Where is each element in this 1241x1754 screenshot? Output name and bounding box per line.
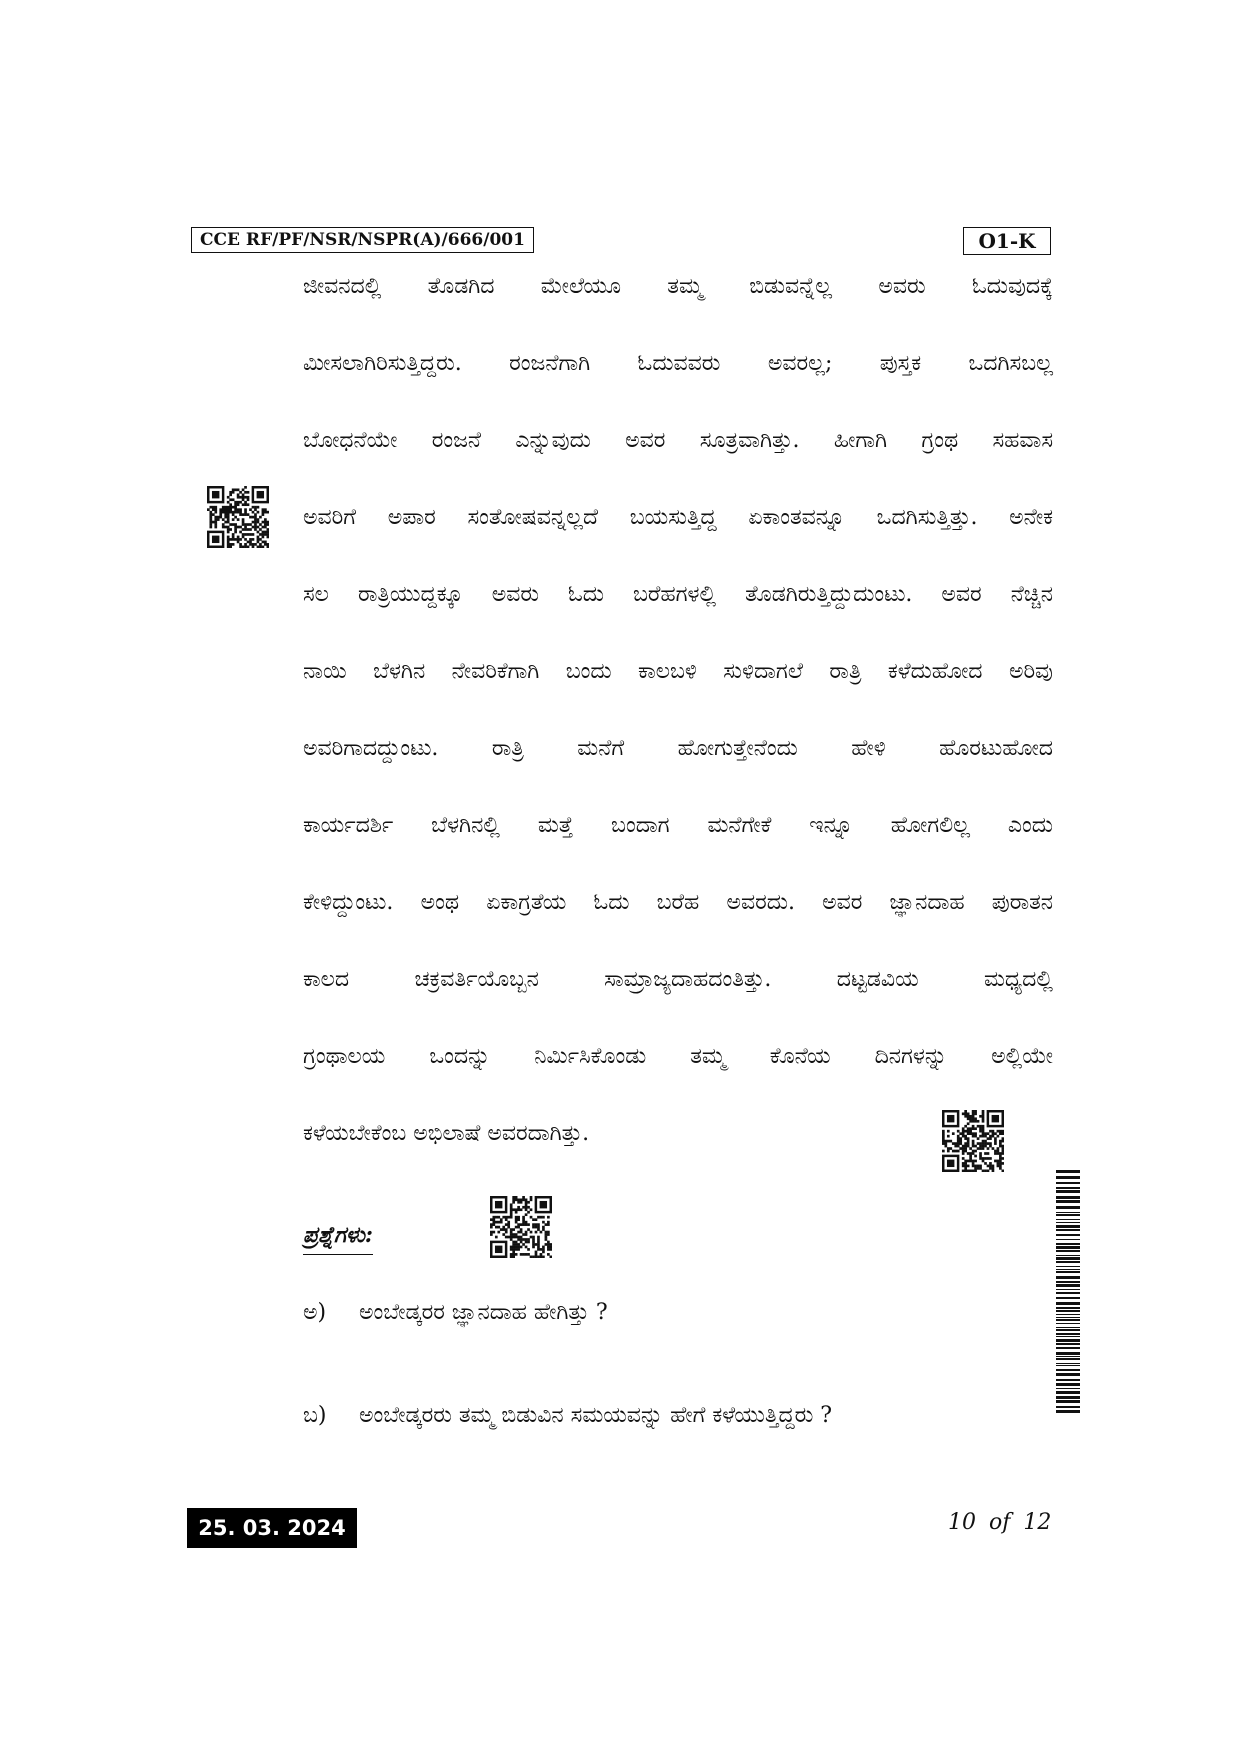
qr-code-icon bbox=[942, 1110, 1004, 1172]
question-label: ಅ) bbox=[303, 1300, 327, 1325]
qr-code-icon bbox=[207, 486, 269, 548]
page-number: 10 of 12 bbox=[948, 1510, 1052, 1535]
qr-code-icon bbox=[490, 1196, 552, 1258]
passage-line: ಕೇಳಿದ್ದುಂಟು. ಅಂಥ ಏಕಾಗ್ರತೆಯ ಓದು ಬರೆಹ ಅವರದು. ಅವರ ಜ್ಞಾನದಾಹ ಪುರಾತನ bbox=[303, 890, 1053, 915]
question-text: ಅಂಬೇಡ್ಕರರ ಜ್ಞಾನದಾಹ ಹೇಗಿತ್ತು ? bbox=[359, 1300, 608, 1325]
questions-heading: ಪ್ರಶ್ನೆಗಳು: bbox=[303, 1222, 373, 1255]
passage-line: ಸಲ ರಾತ್ರಿಯುದ್ದಕ್ಕೂ ಅವರು ಓದು ಬರೆಹಗಳಲ್ಲಿ ತೊಡಗಿರುತ್ತಿದ್ದುದುಂಟು. ಅವರ ನೆಚ್ಚಿನ bbox=[303, 582, 1053, 607]
question-label: ಬ) bbox=[303, 1403, 327, 1428]
question-b bbox=[303, 1403, 832, 1428]
passage-line: ಕಳೆಯಬೇಕೆಂಬ ಅಭಿಲಾಷೆ ಅವರದಾಗಿತ್ತು. bbox=[303, 1121, 590, 1146]
passage-line: ಜೀವನದಲ್ಲಿ ತೊಡಗಿದ ಮೇಲೆಯೂ ತಮ್ಮ ಬಿಡುವನ್ನೆಲ್ಲ ಅವರು ಓದುವುದಕ್ಕೆ bbox=[303, 274, 1053, 299]
passage-line: ಬೋಧನೆಯೇ ರಂಜನೆ ಎನ್ನುವುದು ಅವರ ಸೂತ್ರವಾಗಿತ್ತು. ಹೀಗಾಗಿ ಗ್ರಂಥ ಸಹವಾಸ bbox=[303, 428, 1053, 453]
passage-line: ಅವರಿಗಾದದ್ದುಂಟು. ರಾತ್ರಿ ಮನೆಗೆ ಹೋಗುತ್ತೇನೆಂದು ಹೇಳಿ ಹೊರಟುಹೋದ bbox=[303, 736, 1053, 761]
passage bbox=[303, 262, 1053, 1186]
question-text: ಅಂಬೇಡ್ಕರರು ತಮ್ಮ ಬಿಡುವಿನ ಸಮಯವನ್ನು ಹೇಗೆ ಕಳೆಯುತ್ತಿದ್ದರು ? bbox=[359, 1403, 833, 1428]
passage-line: ಅವರಿಗೆ ಅಪಾರ ಸಂತೋಷವನ್ನಲ್ಲದೆ ಬಯಸುತ್ತಿದ್ದ ಏಕಾಂತವನ್ನೂ ಒದಗಿಸುತ್ತಿತ್ತು. ಅನೇಕ bbox=[303, 505, 1053, 530]
exam-date: 25. 03. 2024 bbox=[187, 1508, 357, 1548]
passage-line: ಗ್ರಂಥಾಲಯ ಒಂದನ್ನು ನಿರ್ಮಿಸಿಕೊಂಡು ತಮ್ಮ ಕೊನೆಯ ದಿನಗಳನ್ನು ಅಲ್ಲಿಯೇ bbox=[303, 1044, 1053, 1069]
set-code: O1-K bbox=[963, 227, 1051, 255]
passage-line: ಕಾರ್ಯದರ್ಶಿ ಬೆಳಗಿನಲ್ಲಿ ಮತ್ತೆ ಬಂದಾಗ ಮನೆಗೇಕೆ ಇನ್ನೂ ಹೋಗಲಿಲ್ಲ ಎಂದು bbox=[303, 813, 1053, 838]
passage-line: ಮೀಸಲಾಗಿರಿಸುತ್ತಿದ್ದರು. ರಂಜನೆಗಾಗಿ ಓದುವವರು ಅವರಲ್ಲ; ಪುಸ್ತಕ ಒದಗಿಸಬಲ್ಲ bbox=[303, 351, 1053, 376]
question-a bbox=[303, 1300, 608, 1325]
paper-code: CCE RF/PF/NSR/NSPR(A)/666/001 bbox=[191, 227, 534, 253]
passage-line: ನಾಯಿ ಬೆಳಗಿನ ನೇವರಿಕೆಗಾಗಿ ಬಂದು ಕಾಲಬಳಿ ಸುಳಿದಾಗಲೆ ರಾತ್ರಿ ಕಳೆದುಹೋದ ಅರಿವು bbox=[303, 659, 1053, 684]
barcode-icon bbox=[1056, 1170, 1080, 1414]
passage-line: ಕಾಲದ ಚಕ್ರವರ್ತಿಯೊಬ್ಬನ ಸಾಮ್ರಾಜ್ಯದಾಹದಂತಿತ್ತು. ದಟ್ಟಡವಿಯ ಮಧ್ಯದಲ್ಲಿ bbox=[303, 967, 1053, 992]
